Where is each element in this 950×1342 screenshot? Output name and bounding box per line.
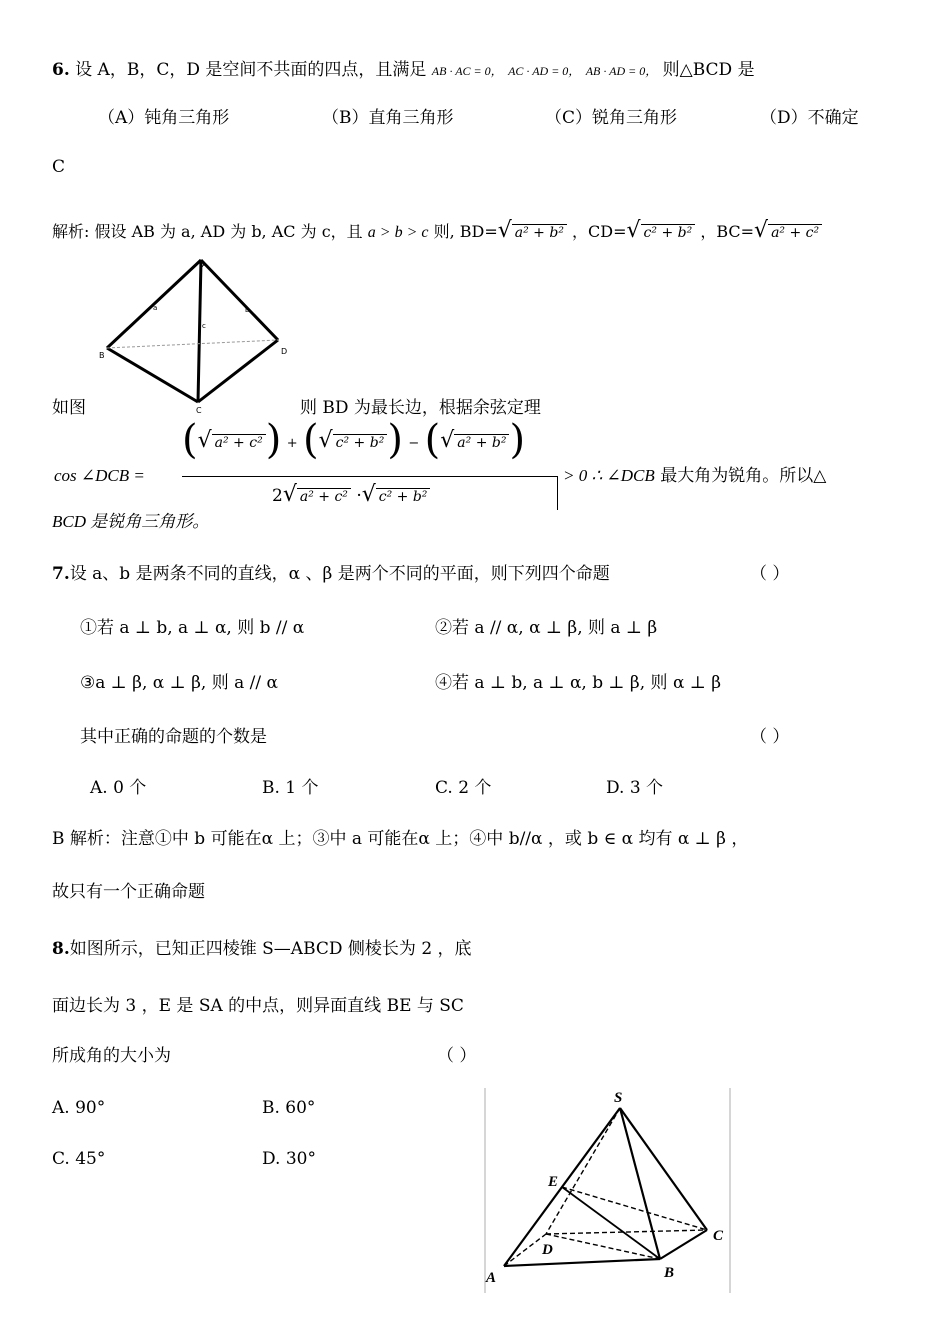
q6-fig-label-B: B — [99, 351, 105, 360]
q6-gt-zero: > 0 ∴ ∠DCB — [563, 466, 655, 485]
q6-option-a: （A）钝角三角形 — [98, 108, 230, 128]
q6-then-bd: 则, BD= — [433, 222, 498, 241]
q6-cos-lhs: cos ∠DCB = — [54, 466, 145, 485]
q6-conclusion-a: 最大角为锐角。所以△ — [660, 466, 827, 486]
q8-line-3: 所成角的大小为 — [52, 1046, 171, 1066]
q6-cond1: AB · AC = 0， — [431, 64, 503, 78]
q6-numerator: (√ a² + c²) + (√ c² + b²) − (√ a² + b²) — [182, 417, 526, 463]
q6-bd-longest: 则 BD 为最长边，根据余弦定理 — [300, 398, 541, 418]
q6-num-term3: a² + b² — [454, 434, 509, 452]
q7-ask: 其中正确的命题的个数是 — [80, 727, 267, 747]
q8-option-d: D. 30° — [262, 1149, 316, 1169]
q6-answer: C — [52, 157, 66, 177]
q6-num-term1: a² + c² — [212, 434, 266, 452]
q7-analysis-2: 故只有一个正确命题 — [52, 882, 205, 902]
q6-conclusion-line — [563, 466, 826, 486]
q8-fig-label-D: D — [542, 1242, 553, 1258]
q6-option-b: （B）直角三角形 — [322, 108, 454, 128]
q7-proposition-2: ②若 a // α, α ⊥ β, 则 a ⊥ β — [435, 618, 658, 638]
q6-cd-expr: c² + b² — [641, 224, 696, 242]
q6-inequality: a > b > c — [367, 224, 429, 241]
q8-option-a: A. 90° — [52, 1098, 106, 1118]
q6-num-term2: c² + b² — [333, 434, 388, 452]
q6-cond3: AB · AD = 0， — [585, 64, 658, 78]
q6-cond2: AC · AD = 0， — [508, 64, 581, 78]
q6-option-d: （D）不确定 — [760, 108, 859, 128]
q7-proposition-4: ④若 a ⊥ b, a ⊥ α, b ⊥ β, 则 α ⊥ β — [435, 673, 722, 693]
q6-bd-expr: a² + b² — [512, 224, 567, 242]
q6-fig-label-b: b — [245, 306, 250, 314]
q6-tetrahedron-figure — [95, 255, 295, 420]
q8-fig-label-A: A — [486, 1270, 497, 1286]
q7-answer-blank-2: （ ） — [750, 727, 790, 747]
q8-line-1: 8.如图所示，已知正四棱锥 S—ABCD 侧棱长为 2 ，底 — [52, 939, 472, 959]
q6-denominator: 2√ a² + c² ·√ c² + b² — [272, 482, 430, 508]
q7-number: 7. — [52, 564, 70, 584]
q8-pyramid-figure — [484, 1088, 734, 1293]
q6-number: 6. — [52, 60, 70, 80]
q8-fig-label-S: S — [614, 1090, 623, 1106]
q8-fig-label-B: B — [664, 1265, 675, 1281]
q6-bc-label: ，BC= — [700, 222, 755, 241]
q8-line-2: 面边长为 3 ，E 是 SA 的中点，则异面直线 BE 与 SC — [52, 996, 464, 1016]
q7-stem: 7.设 a、b 是两条不同的直线，α 、β 是两个不同的平面，则下列四个命题 — [52, 564, 610, 584]
q8-fig-label-C: C — [713, 1228, 724, 1244]
q8-answer-blank: （ ） — [437, 1046, 477, 1066]
q6-den-term2: c² + b² — [376, 488, 431, 506]
q6-fig-label-D: D — [281, 347, 288, 356]
q6-analysis-lead: 解析: 假设 AB 为 a, AD 为 b, AC 为 c，且 — [52, 222, 363, 241]
q8-number: 8. — [52, 939, 70, 959]
q7-answer-blank: （ ） — [750, 564, 790, 584]
q6-bc-expr: a² + c² — [768, 224, 822, 242]
q7-analysis-1: B 解析：注意①中 b 可能在α 上；③中 a 可能在α 上；④中 b//α ，或 b ∈ α 均有 α ⊥ β ， — [52, 829, 749, 849]
q8-fig-label-E: E — [548, 1174, 559, 1190]
q6-fig-label-a: a — [153, 304, 158, 312]
q7-option-d: D. 3 个 — [606, 778, 664, 798]
q7-option-a: A. 0 个 — [90, 778, 147, 798]
q6-cd-label: ，CD= — [572, 222, 627, 241]
q6-option-c: （C）锐角三角形 — [545, 108, 678, 128]
q6-fig-label-top: A — [202, 261, 207, 269]
q6-stem — [52, 60, 755, 80]
q6-fraction-bar — [182, 476, 558, 477]
q6-conclusion-b: BCD 是锐角三角形。 — [52, 512, 210, 531]
q6-fig-label-C: C — [196, 406, 202, 415]
q6-fraction-tick — [557, 476, 558, 510]
q6-intro: 设 A，B，C，D 是空间不共面的四点，且满足 — [75, 60, 427, 80]
q7-proposition-1: ①若 a ⊥ b, a ⊥ α, 则 b // α — [80, 618, 305, 638]
q6-as-figure: 如图 — [52, 398, 86, 418]
q7-proposition-3: ③a ⊥ β, α ⊥ β, 则 a // α — [80, 673, 278, 693]
q6-analysis-line: 解析: 假设 AB 为 a, AD 为 b, AC 为 c，且 a > b > c 则, BD=√ a² + b² ，CD=√ c² + b² ，BC=√ a² + c² — [52, 218, 822, 244]
q6-den-term1: a² + c² — [297, 488, 351, 506]
q7-option-c: C. 2 个 — [435, 778, 492, 798]
q6-fig-label-c: c — [202, 322, 206, 330]
q8-option-c: C. 45° — [52, 1149, 106, 1169]
q6-tail: 则△BCD 是 — [662, 60, 755, 80]
q8-option-b: B. 60° — [262, 1098, 316, 1118]
q7-option-b: B. 1 个 — [262, 778, 319, 798]
